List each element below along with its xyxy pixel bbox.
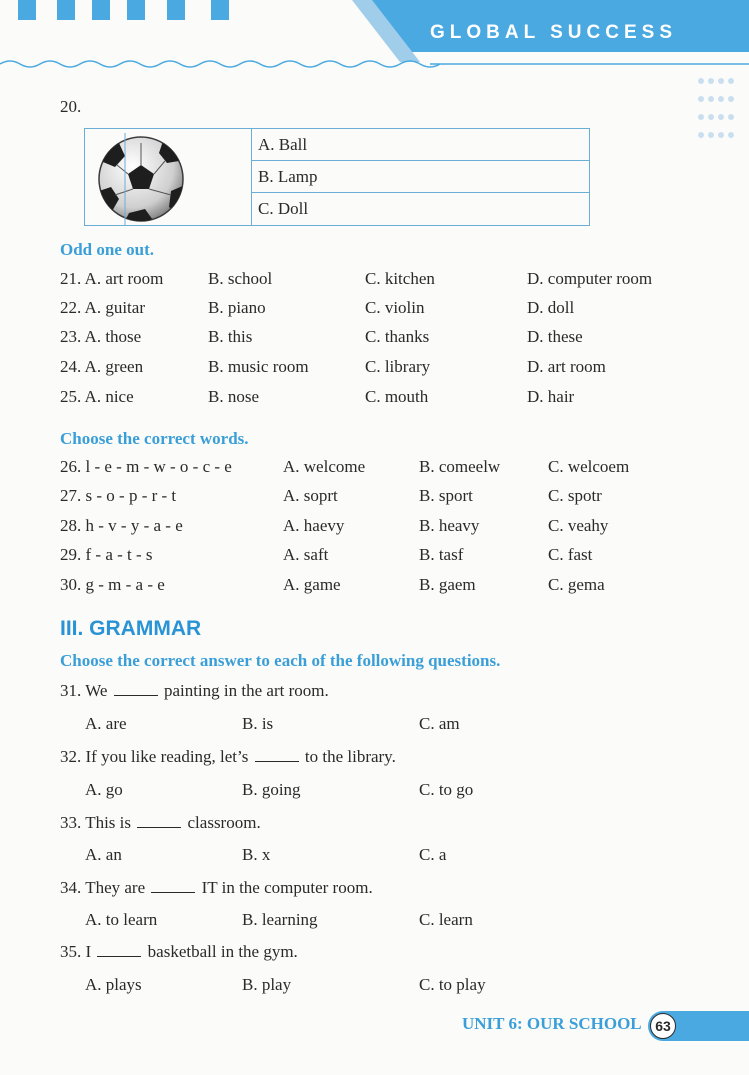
q21-option-c: C. kitchen	[365, 269, 435, 288]
q21-option-a: 21. A. art room	[60, 269, 164, 288]
option-c: C. Doll	[258, 199, 309, 218]
q32-option-a: A. go	[85, 780, 123, 799]
q27-letters: 27. s - o - p - r - t	[60, 486, 177, 505]
q23-option-b: B. this	[208, 327, 253, 346]
q26-option-b: B. comeelw	[419, 457, 501, 476]
q34-option-b: B. learning	[242, 910, 318, 929]
q29-option-c: C. fast	[548, 545, 593, 564]
q22-option-b: B. piano	[208, 298, 266, 317]
q27-option-c: C. spotr	[548, 486, 602, 505]
q33-option-c: C. a	[419, 845, 447, 864]
q32-option-c: C. to go	[419, 780, 474, 799]
q29-option-a: A. saft	[283, 545, 329, 564]
q30-option-b: B. gaem	[419, 575, 476, 594]
page-number: 63	[650, 1013, 676, 1039]
q34-blank	[151, 892, 195, 893]
grammar-section-title: III. GRAMMAR	[60, 617, 202, 640]
q35-option-a: A. plays	[85, 975, 142, 994]
question-20-table	[84, 128, 590, 226]
q31-option-c: C. am	[419, 714, 460, 733]
q25-option-c: C. mouth	[365, 387, 429, 406]
q22-option-c: C. violin	[365, 298, 425, 317]
q22-option-d: D. doll	[527, 298, 575, 317]
option-b: B. Lamp	[252, 161, 589, 193]
q31-text-before: 31. We	[60, 681, 112, 700]
q32-option-b: B. going	[242, 780, 301, 799]
soccer-ball-icon	[85, 129, 251, 225]
q29-letters: 29. f - a - t - s	[60, 545, 153, 564]
q34-option-a: A. to learn	[85, 910, 158, 929]
q21-option-d: D. computer room	[527, 269, 653, 288]
q34-option-c: C. learn	[419, 910, 473, 929]
q24-option-d: D. art room	[527, 357, 606, 376]
grammar-instructions: Choose the correct answer to each of the following questions.	[60, 651, 501, 670]
q24-option-a: 24. A. green	[60, 357, 144, 376]
q33-sentence	[60, 813, 261, 833]
q28-option-c: C. veahy	[548, 516, 609, 535]
q31-text-after: painting in the art room.	[159, 681, 329, 700]
q30-option-a: A. game	[283, 575, 341, 594]
q22-option-a: 22. A. guitar	[60, 298, 145, 317]
q33-option-b: B. x	[242, 845, 271, 864]
q32-sentence	[60, 747, 396, 767]
q28-letters: 28. h - v - y - a - e	[60, 516, 183, 535]
q23-option-c: C. thanks	[365, 327, 430, 346]
q33-text-after: classroom.	[183, 813, 261, 832]
q24-option-b: B. music room	[208, 357, 309, 376]
q27-option-b: B. sport	[419, 486, 473, 505]
q28-option-a: A. haevy	[283, 516, 345, 535]
q23-option-d: D. these	[527, 327, 583, 346]
q25-option-b: B. nose	[208, 387, 259, 406]
q33-option-a: A. an	[85, 845, 122, 864]
q31-blank	[114, 695, 158, 696]
q31-option-b: B. is	[242, 714, 274, 733]
q24-option-c: C. library	[365, 357, 431, 376]
q35-sentence	[60, 942, 298, 962]
q23-option-a: 23. A. those	[60, 327, 142, 346]
q34-text-after: IT in the computer room.	[197, 878, 373, 897]
q32-blank	[255, 761, 299, 762]
page-header	[0, 0, 749, 80]
q32-text-before: 32. If you like reading, let’s	[60, 747, 253, 766]
q31-option-a: A. are	[85, 714, 127, 733]
odd-one-out-heading: Odd one out.	[60, 240, 154, 259]
q26-option-c: C. welcoem	[548, 457, 630, 476]
picture-cell	[85, 129, 252, 225]
q35-option-c: C. to play	[419, 975, 486, 994]
choose-words-heading: Choose the correct words.	[60, 429, 249, 448]
q26-option-a: A. welcome	[283, 457, 366, 476]
question-20-number: 20.	[60, 97, 82, 116]
q32-text-after: to the library.	[300, 747, 396, 766]
unit-label: UNIT 6: OUR SCHOOL	[462, 1014, 642, 1033]
q34-text-before: 34. They are	[60, 878, 150, 897]
q31-sentence	[60, 681, 329, 701]
q29-option-b: B. tasf	[419, 545, 464, 564]
q25-option-a: 25. A. nice	[60, 387, 134, 406]
q35-text-after: basketball in the gym.	[143, 942, 298, 961]
q35-text-before: 35. I	[60, 942, 96, 961]
q26-letters: 26. l - e - m - w - o - c - e	[60, 457, 232, 476]
brand-title: GLOBAL SUCCESS	[429, 22, 677, 43]
q27-option-a: A. soprt	[283, 486, 338, 505]
q33-text-before: 33. This is	[60, 813, 136, 832]
q21-option-b: B. school	[208, 269, 273, 288]
q25-option-d: D. hair	[527, 387, 575, 406]
q35-option-b: B. play	[242, 975, 292, 994]
option-a: A. Ball	[252, 129, 589, 161]
q34-sentence	[60, 878, 373, 898]
q35-blank	[97, 956, 141, 957]
q30-option-c: C. gema	[548, 575, 605, 594]
q33-blank	[137, 827, 181, 828]
q30-letters: 30. g - m - a - e	[60, 575, 165, 594]
q28-option-b: B. heavy	[419, 516, 480, 535]
decorative-dots	[698, 75, 746, 147]
